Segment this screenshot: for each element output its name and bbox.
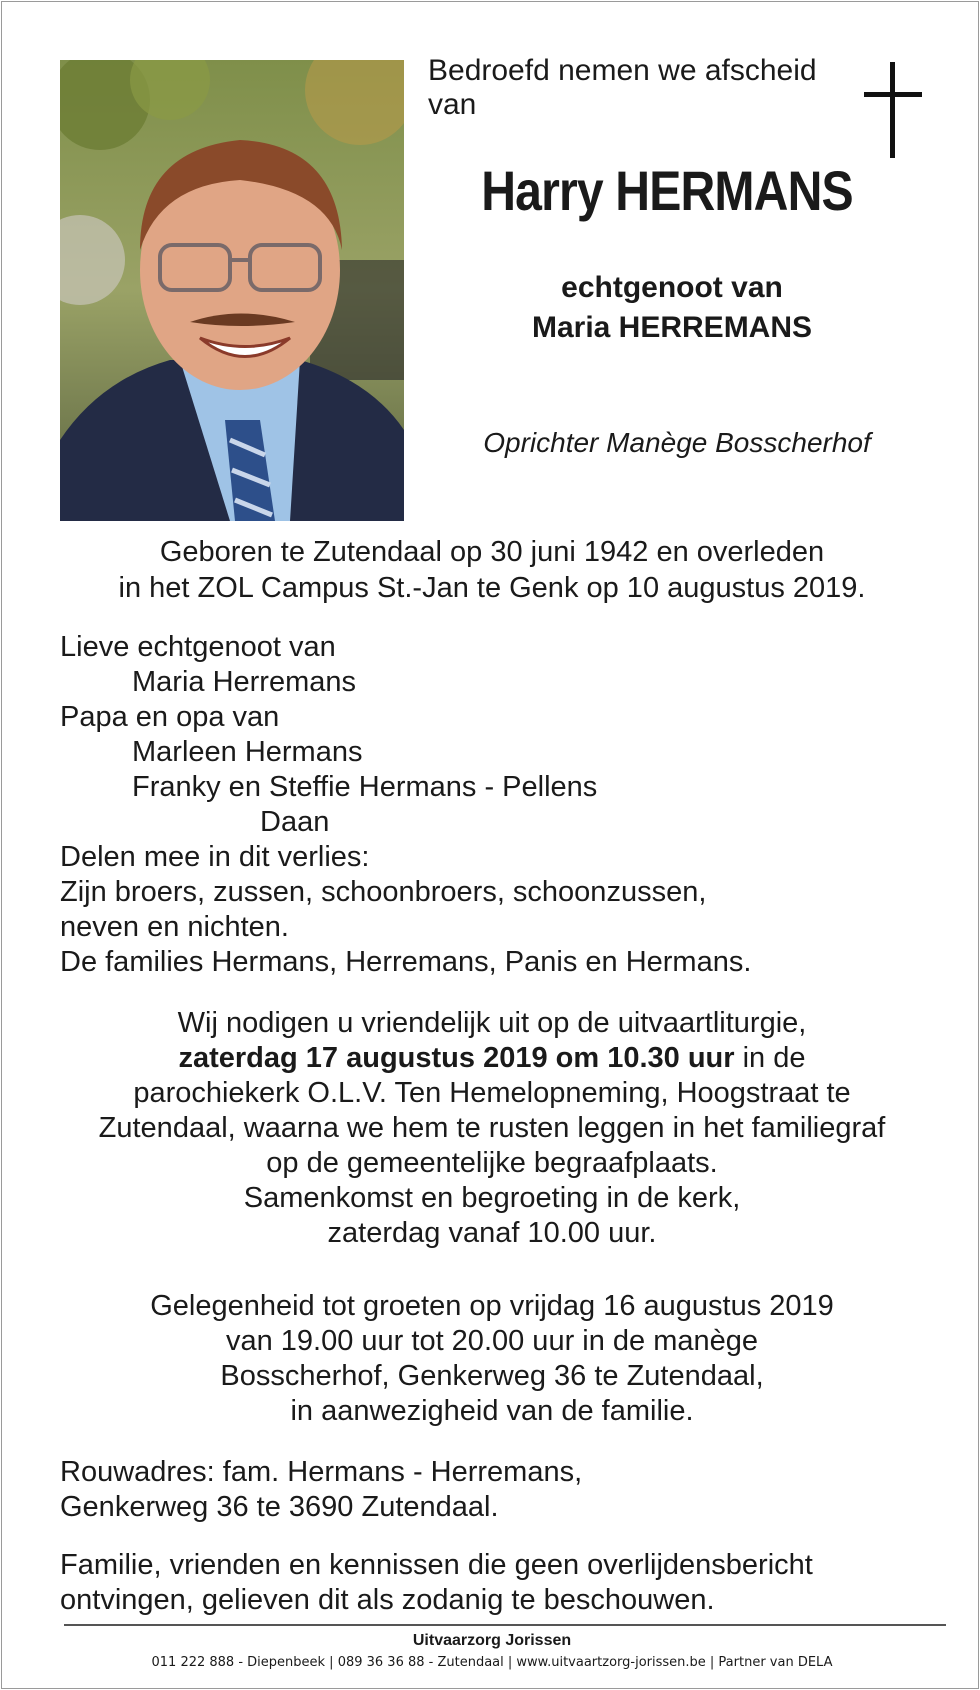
portrait-photo — [60, 60, 404, 521]
family-line: Papa en opa van — [60, 701, 280, 733]
address-line-2: Genkerweg 36 te 3690 Zutendaal. — [60, 1491, 499, 1523]
spouse-line-1: echtgenoot van — [561, 271, 783, 304]
funeral-home-contact: 011 222 888 - Diepenbeek | 089 36 36 88 - Zutendaal | www.uitvaartzorg-jorissen.be | Partner van DELA — [151, 1655, 833, 1670]
founder-title: Oprichter Manège Bosscherhof — [483, 427, 871, 458]
visitation-line-3: Bosscherhof, Genkerweg 36 te Zutendaal, — [220, 1360, 764, 1392]
footer-divider — [64, 1624, 946, 1626]
visitation-line-4: in aanwezigheid van de familie. — [290, 1395, 694, 1427]
obituary-card — [1, 1, 979, 1689]
deceased-name: Harry HERMANS — [481, 159, 853, 222]
family-line: Lieve echtgenoot van — [60, 631, 336, 663]
funeral-line-3: parochiekerk O.L.V. Ten Hemelopneming, Hoogstraat te — [133, 1077, 851, 1109]
funeral-line-6: Samenkomst en begroeting in de kerk, — [243, 1182, 741, 1214]
funeral-line-4: Zutendaal, waarna we hem te rusten leggen in het familiegraf — [98, 1112, 886, 1144]
mourning-address — [60, 1455, 940, 1525]
family-line: Zijn broers, zussen, schoonbroers, schoonzussen, — [60, 876, 707, 908]
funeral-line-7: zaterdag vanaf 10.00 uur. — [327, 1217, 657, 1249]
funeral-info — [42, 1006, 942, 1251]
portrait-illustration — [60, 60, 404, 521]
intro-line-1: Bedroefd nemen we afscheid — [428, 54, 817, 87]
funeral-line-1: Wij nodigen u vriendelijk uit op de uitvaartliturgie, — [177, 1007, 807, 1039]
funeral-date: zaterdag 17 augustus 2019 om 10.30 uur — [178, 1042, 735, 1074]
family-line: Maria Herremans — [132, 666, 356, 698]
family-line: neven en nichten. — [60, 911, 289, 943]
cross-icon — [864, 62, 924, 162]
notice-line-1: Familie, vrienden en kennissen die geen overlijdensbericht — [60, 1549, 813, 1581]
intro-text — [428, 54, 848, 122]
funeral-line-2 — [42, 1041, 942, 1076]
visitation-info — [42, 1289, 942, 1429]
visitation-line-2: van 19.00 uur tot 20.00 uur in de manège — [225, 1325, 759, 1357]
funeral-line-5: op de gemeentelijke begraafplaats. — [266, 1147, 718, 1179]
family-line: Delen mee in dit verlies: — [60, 841, 370, 873]
funeral-home-name: Uitvaarzorg Jorissen — [412, 1632, 572, 1649]
family-list — [60, 630, 940, 980]
family-line: Daan — [260, 806, 330, 838]
address-line-1: Rouwadres: fam. Hermans - Herremans, — [60, 1456, 583, 1488]
spouse-line-2: Maria HERREMANS — [531, 311, 813, 344]
intro-line-2: van — [428, 88, 477, 121]
family-line: Marleen Hermans — [132, 736, 363, 768]
notice-line-2: ontvingen, gelieven dit als zodanig te beschouwen. — [60, 1584, 715, 1616]
birth-line-2: in het ZOL Campus St.-Jan te Genk op 10 augustus 2019. — [118, 572, 866, 604]
birth-line-1: Geboren te Zutendaal op 30 juni 1942 en overleden — [159, 536, 825, 568]
notice-text — [60, 1548, 940, 1618]
family-line: De families Hermans, Herremans, Panis en Hermans. — [60, 946, 752, 978]
family-line: Franky en Steffie Hermans - Pellens — [132, 771, 598, 803]
spouse-block — [442, 268, 902, 348]
visitation-line-1: Gelegenheid tot groeten op vrijdag 16 augustus 2019 — [150, 1290, 834, 1322]
birth-death-info — [42, 534, 942, 606]
funeral-line-2-rest: in de — [734, 1042, 806, 1074]
